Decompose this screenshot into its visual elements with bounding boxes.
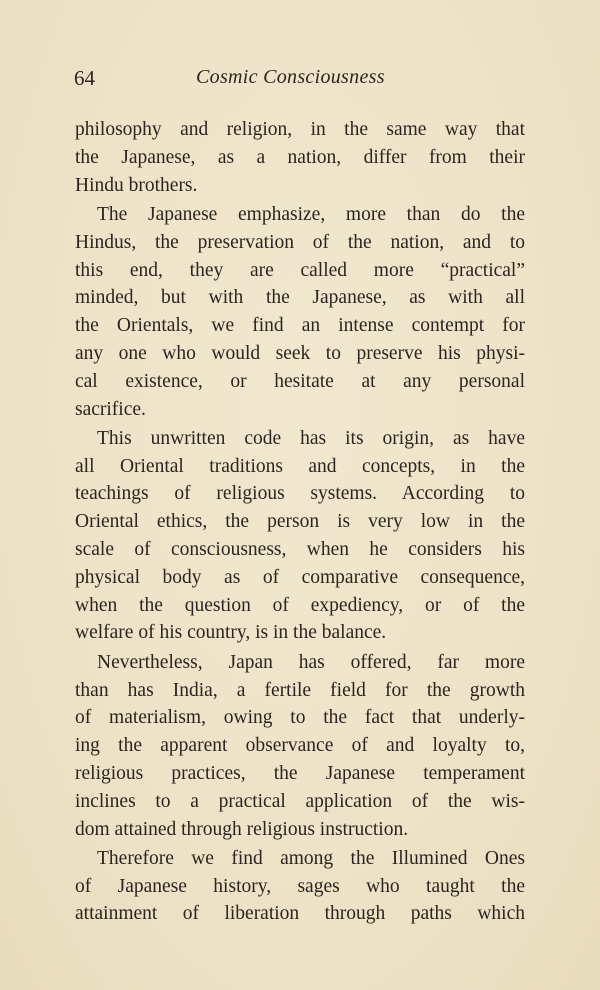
text-line: philosophy and religion, in the same way that [75,119,525,140]
text-line: teachings of religious systems. According to [75,483,525,505]
text-line: sacrifice. [75,398,146,420]
text-line: Nevertheless, Japan has offered, far more [97,651,525,673]
text-line: any one who would seek to preserve his physi- [75,342,525,364]
text-line: This unwritten code has its origin, as have [97,427,525,449]
running-title: Cosmic Consciousness [196,66,385,88]
text-line: Hindus, the preservation of the nation, and to [75,231,525,253]
text-line: of Japanese history, sages who taught the [75,875,525,897]
text-line: Therefore we find among the Illumined Ones [97,847,525,869]
text-line: than has India, a fertile field for the growth [75,679,525,701]
page-number: 64 [74,66,95,90]
text-line: attainment of liberation through paths which [75,903,525,925]
text-line: religious practices, the Japanese temperament [75,762,525,784]
text-line: Oriental ethics, the person is very low in the [75,511,525,533]
text-line: inclines to a practical application of the wis- [75,790,525,812]
text-line: this end, they are called more “practical” [75,259,525,281]
text-line: scale of consciousness, when he considers his [75,539,525,560]
text-line: when the question of expediency, or of the [75,594,525,616]
text-line: the Japanese, as a nation, differ from their [75,146,525,168]
text-line: welfare of his country, is in the balance. [75,622,387,644]
text-line: cal existence, or hesitate at any personal [75,370,525,392]
text-line: ing the apparent observance of and loyalty to, [75,735,525,757]
text-line: The Japanese emphasize, more than do the [97,203,525,225]
text-line: Hindu brothers. [75,174,198,196]
text-line: of materialism, owing to the fact that underly- [75,707,525,729]
text-line: all Oriental traditions and concepts, in the [75,455,525,477]
text-line: minded, but with the Japanese, as with all [75,287,525,309]
text-line: the Orientals, we find an intense contempt for [75,315,525,337]
text-line: dom attained through religious instruction. [75,818,409,840]
text-line: physical body as of comparative consequence, [75,566,525,588]
